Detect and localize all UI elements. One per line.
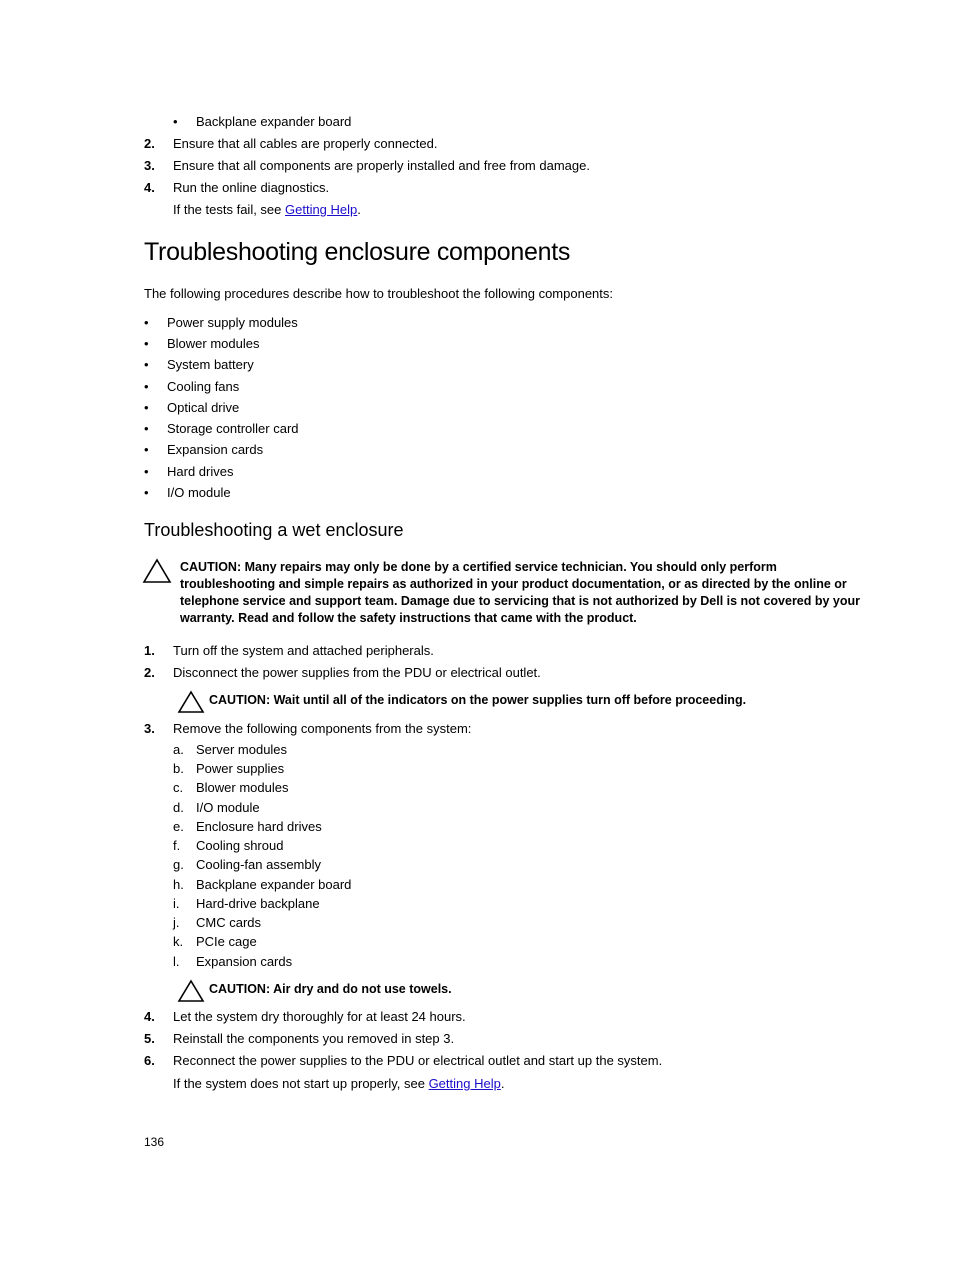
step-number: 4. [144, 180, 155, 195]
caution-line: troubleshooting and simple repairs as authorized in your product documentation, or as directed by the online or [180, 577, 847, 591]
list-item: I/O module [167, 485, 231, 500]
sub-item: Hard-drive backplane [196, 896, 320, 911]
caution-line: CAUTION: Many repairs may only be done by a certified service technician. You should only perform [180, 560, 777, 574]
sub-letter: e. [173, 819, 184, 834]
list-item: Expansion cards [167, 442, 264, 457]
note-suffix: . [500, 1076, 505, 1091]
sub-letter: b. [173, 761, 184, 776]
list-item: Optical drive [167, 400, 240, 415]
list-item: Storage controller card [167, 421, 299, 436]
sub-letter: h. [173, 877, 184, 892]
bullet-dot: • [144, 485, 149, 500]
getting-help-link[interactable]: Getting Help [285, 202, 358, 217]
step-number: 2. [144, 136, 155, 151]
subsection-title: Troubleshooting a wet enclosure [144, 520, 404, 540]
note-suffix: . [357, 202, 361, 217]
step-note [173, 1076, 504, 1092]
sub-item: Cooling shroud [196, 838, 284, 853]
sub-item: Server modules [196, 742, 288, 757]
section-intro: The following procedures describe how to troubleshoot the following components: [144, 286, 613, 301]
step-note [173, 202, 361, 218]
step-text: Remove the following components from the system: [173, 721, 472, 736]
section-title: Troubleshooting enclosure components [144, 238, 571, 266]
step-number: 6. [144, 1053, 155, 1068]
list-item: Hard drives [167, 464, 234, 479]
sub-item: PCIe cage [196, 934, 257, 949]
list-item: Power supply modules [167, 315, 298, 330]
sub-letter: d. [173, 800, 184, 815]
step-text: Reinstall the components you removed in step 3. [173, 1031, 455, 1046]
list-item: System battery [167, 357, 254, 372]
bullet-dot: • [173, 114, 178, 129]
sub-item: Backplane expander board [196, 877, 352, 892]
step-number: 5. [144, 1031, 155, 1046]
sub-letter: f. [173, 838, 181, 853]
step-number: 3. [144, 721, 155, 736]
step-text: Run the online diagnostics. [173, 180, 330, 195]
step-number: 1. [144, 643, 155, 658]
step-number: 4. [144, 1009, 155, 1024]
step-text: Ensure that all components are properly installed and free from damage. [173, 158, 590, 173]
sub-item: Expansion cards [196, 954, 293, 969]
bullet-dot: • [144, 464, 149, 479]
caution-text: CAUTION: Air dry and do not use towels. [209, 982, 452, 996]
caution-icon [177, 979, 205, 1003]
sub-item: Enclosure hard drives [196, 819, 322, 834]
page-number: 136 [144, 1135, 165, 1149]
sub-letter: l. [173, 954, 180, 969]
sub-letter: j. [173, 915, 180, 930]
bullet-item: Backplane expander board [196, 114, 352, 129]
list-item: Cooling fans [167, 379, 240, 394]
list-item: Blower modules [167, 336, 260, 351]
step-text: Disconnect the power supplies from the PDU or electrical outlet. [173, 665, 541, 680]
sub-item: Cooling-fan assembly [196, 857, 322, 872]
sub-letter: g. [173, 857, 184, 872]
bullet-dot: • [144, 379, 149, 394]
step-text: Reconnect the power supplies to the PDU or electrical outlet and start up the system. [173, 1053, 663, 1068]
bullet-dot: • [144, 442, 149, 457]
step-text: Ensure that all cables are properly connected. [173, 136, 438, 151]
note-prefix: If the system does not start up properly, see [173, 1076, 429, 1091]
step-number: 3. [144, 158, 155, 173]
getting-help-link[interactable]: Getting Help [428, 1076, 501, 1091]
bullet-dot: • [144, 315, 149, 330]
sub-letter: a. [173, 742, 184, 757]
note-prefix: If the tests fail, see [173, 202, 285, 217]
sub-item: Blower modules [196, 780, 289, 795]
step-text: Turn off the system and attached peripherals. [173, 643, 434, 658]
bullet-dot: • [144, 421, 149, 436]
caution-icon [177, 690, 205, 714]
sub-item: I/O module [196, 800, 260, 815]
step-text: Let the system dry thoroughly for at least 24 hours. [173, 1009, 466, 1024]
caution-text: CAUTION: Wait until all of the indicators on the power supplies turn off before proceeding. [209, 693, 747, 707]
sub-letter: c. [173, 780, 184, 795]
sub-letter: i. [173, 896, 180, 911]
step-number: 2. [144, 665, 155, 680]
sub-item: Power supplies [196, 761, 285, 776]
caution-line: telephone service and support team. Damage due to servicing that is not authorized by Dell is not covered by your [180, 594, 861, 608]
sub-item: CMC cards [196, 915, 262, 930]
caution-line: warranty. Read and follow the safety instructions that came with the product. [180, 611, 637, 625]
caution-icon [142, 558, 172, 584]
bullet-dot: • [144, 357, 149, 372]
sub-letter: k. [173, 934, 184, 949]
bullet-dot: • [144, 336, 149, 351]
bullet-dot: • [144, 400, 149, 415]
